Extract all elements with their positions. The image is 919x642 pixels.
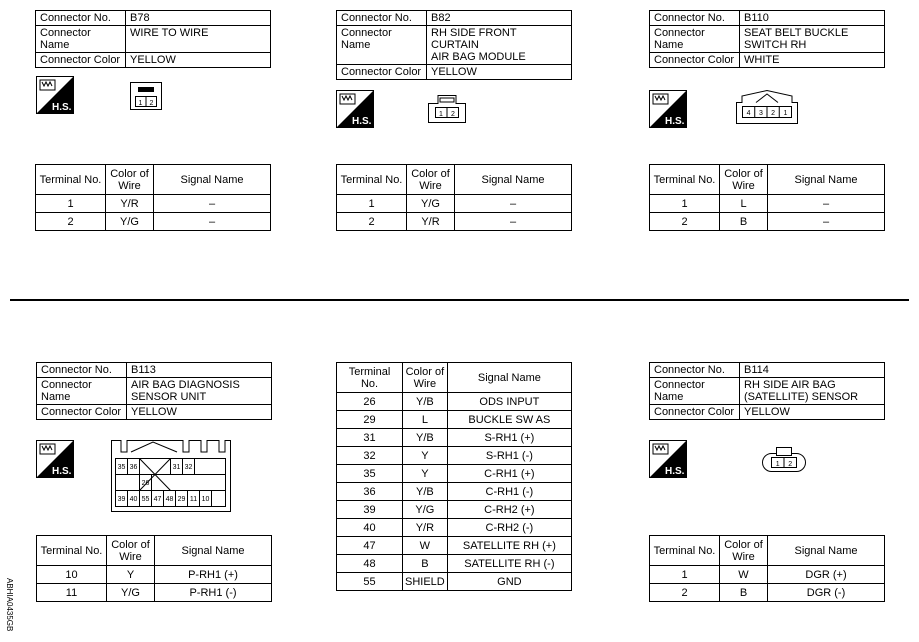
table-row — [650, 213, 885, 231]
pin-label: 26 — [141, 480, 150, 487]
signal-name: – — [768, 195, 885, 213]
connector-no-value: B114 — [740, 363, 885, 378]
table-header-row — [650, 165, 885, 195]
connector-no-value: B78 — [126, 11, 271, 26]
terminal-no: 1 — [650, 195, 720, 213]
header-terminal-no: Terminal No. — [337, 363, 403, 393]
terminal-no: 2 — [36, 213, 106, 231]
terminal-table-b114 — [649, 535, 885, 602]
terminal-table-b110 — [649, 164, 885, 231]
pin-label: 36 — [129, 464, 138, 471]
header-signal-name: Signal Name — [768, 536, 885, 566]
signal-name: BUCKLE SW AS — [447, 411, 571, 429]
pin-label: 1 — [138, 100, 143, 107]
table-row — [650, 566, 885, 584]
pin-label: 31 — [172, 464, 181, 471]
label-connector-no: Connector No. — [36, 11, 126, 26]
signal-name: – — [154, 195, 271, 213]
label-connector-color: Connector Color — [650, 405, 740, 420]
signal-name: – — [768, 213, 885, 231]
connector-info-b113 — [36, 362, 272, 420]
hs-harness-side-icon — [649, 440, 687, 478]
hs-label: H.S. — [665, 116, 685, 127]
connector-no-value: B82 — [427, 11, 572, 26]
signal-name: DGR (+) — [768, 566, 885, 584]
header-signal-name: Signal Name — [155, 536, 272, 566]
connector-name-value: WIRE TO WIRE — [126, 26, 271, 53]
hs-harness-side-icon — [336, 90, 374, 128]
header-color-of-wire: Color of Wire — [720, 165, 768, 195]
pin-label: 29 — [177, 496, 186, 503]
table-row — [337, 447, 572, 465]
connector-info-b82 — [336, 10, 572, 80]
connector-info-b110 — [649, 10, 885, 68]
terminal-no: 36 — [337, 483, 403, 501]
table-row — [337, 519, 572, 537]
connector-face-b110 — [736, 90, 798, 124]
header-signal-name: Signal Name — [154, 165, 271, 195]
table-row — [650, 195, 885, 213]
pin-label: 4 — [746, 110, 751, 117]
header-signal-name: Signal Name — [455, 165, 572, 195]
header-terminal-no: Terminal No. — [37, 536, 107, 566]
wire-color: B — [403, 555, 448, 573]
wire-color: Y/G — [106, 213, 154, 231]
terminal-no: 2 — [650, 213, 720, 231]
pin-label: 10 — [201, 496, 210, 503]
terminal-no: 55 — [337, 573, 403, 591]
hs-label: H.S. — [352, 116, 372, 127]
table-row — [37, 584, 272, 602]
pin-label: 2 — [149, 100, 154, 107]
signal-name: S-RH1 (-) — [447, 447, 571, 465]
signal-name: P-RH1 (-) — [155, 584, 272, 602]
signal-name: C-RH1 (-) — [447, 483, 571, 501]
pin-label: 35 — [117, 464, 126, 471]
header-color-of-wire: Color of Wire — [403, 363, 448, 393]
label-connector-color: Connector Color — [37, 405, 127, 420]
terminal-no: 1 — [650, 566, 720, 584]
signal-name: S-RH1 (+) — [447, 429, 571, 447]
pin-label: 2 — [771, 110, 776, 117]
pin-label: 55 — [141, 496, 150, 503]
header-terminal-no: Terminal No. — [650, 165, 720, 195]
wire-color: L — [403, 411, 448, 429]
label-connector-name: Connector Name — [650, 26, 740, 53]
table-row — [337, 555, 572, 573]
terminal-no: 39 — [337, 501, 403, 519]
table-row — [337, 195, 572, 213]
table-header-row — [36, 165, 271, 195]
hs-label: H.S. — [52, 102, 72, 113]
label-connector-color: Connector Color — [650, 53, 740, 68]
table-header-row — [337, 165, 572, 195]
table-row — [337, 429, 572, 447]
signal-name: C-RH1 (+) — [447, 465, 571, 483]
wire-color: Y/B — [403, 393, 448, 411]
connector-face-b82 — [428, 95, 466, 123]
signal-name: C-RH2 (-) — [447, 519, 571, 537]
wire-color: W — [403, 537, 448, 555]
terminal-table-b82 — [336, 164, 572, 231]
terminal-no: 11 — [37, 584, 107, 602]
wire-color: Y/B — [403, 429, 448, 447]
table-row — [37, 566, 272, 584]
connector-name-value: RH SIDE FRONT CURTAIN AIR BAG MODULE — [427, 26, 572, 65]
label-connector-no: Connector No. — [337, 11, 427, 26]
terminal-no: 35 — [337, 465, 403, 483]
wire-color: Y/R — [106, 195, 154, 213]
signal-name: GND — [447, 573, 571, 591]
header-terminal-no: Terminal No. — [337, 165, 407, 195]
signal-name: SATELLITE RH (+) — [447, 537, 571, 555]
connector-name-value: RH SIDE AIR BAG (SATELLITE) SENSOR — [740, 378, 885, 405]
connector-info-b78 — [35, 10, 271, 68]
wire-color: Y/G — [403, 501, 448, 519]
terminal-table-b113-a — [36, 535, 272, 602]
header-color-of-wire: Color of Wire — [407, 165, 455, 195]
terminal-no: 10 — [37, 566, 107, 584]
signal-name: DGR (-) — [768, 584, 885, 602]
terminal-no: 29 — [337, 411, 403, 429]
pin-label: 1 — [439, 111, 443, 118]
signal-name: ODS INPUT — [447, 393, 571, 411]
connector-color-value: YELLOW — [127, 405, 272, 420]
terminal-no: 2 — [650, 584, 720, 602]
pin-label: 47 — [153, 496, 162, 503]
connector-name-value: SEAT BELT BUCKLE SWITCH RH — [740, 26, 885, 53]
connector-name-value: AIR BAG DIAGNOSIS SENSOR UNIT — [127, 378, 272, 405]
wire-color: Y/G — [407, 195, 455, 213]
hs-harness-side-icon — [36, 440, 74, 478]
connector-color-value: YELLOW — [126, 53, 271, 68]
terminal-no: 48 — [337, 555, 403, 573]
section-divider — [10, 299, 909, 301]
terminal-no: 2 — [337, 213, 407, 231]
terminal-table-b78 — [35, 164, 271, 231]
label-connector-color: Connector Color — [36, 53, 126, 68]
pin-label: 40 — [129, 496, 138, 503]
signal-name: – — [455, 195, 572, 213]
wire-color: Y/G — [107, 584, 155, 602]
header-terminal-no: Terminal No. — [650, 536, 720, 566]
label-connector-no: Connector No. — [650, 11, 740, 26]
header-color-of-wire: Color of Wire — [107, 536, 155, 566]
terminal-no: 1 — [337, 195, 407, 213]
connector-color-value: YELLOW — [427, 65, 572, 80]
signal-name: – — [154, 213, 271, 231]
connector-no-value: B113 — [127, 363, 272, 378]
connector-color-value: YELLOW — [740, 405, 885, 420]
wire-color: Y/B — [403, 483, 448, 501]
header-terminal-no: Terminal No. — [36, 165, 106, 195]
table-header-row — [37, 536, 272, 566]
header-signal-name: Signal Name — [447, 363, 571, 393]
connector-face-b78 — [130, 82, 162, 110]
signal-name: P-RH1 (+) — [155, 566, 272, 584]
connector-info-b114 — [649, 362, 885, 420]
pin-label: 1 — [783, 110, 788, 117]
table-row — [337, 537, 572, 555]
connector-face-b114 — [762, 447, 806, 475]
wire-color: Y — [403, 465, 448, 483]
label-connector-no: Connector No. — [650, 363, 740, 378]
table-row — [337, 573, 572, 591]
signal-name: SATELLITE RH (-) — [447, 555, 571, 573]
table-row — [337, 393, 572, 411]
label-connector-color: Connector Color — [337, 65, 427, 80]
terminal-no: 40 — [337, 519, 403, 537]
pin-label: 32 — [184, 464, 193, 471]
terminal-no: 47 — [337, 537, 403, 555]
wire-color: Y/R — [407, 213, 455, 231]
connector-face-b113 — [111, 440, 231, 512]
terminal-no: 26 — [337, 393, 403, 411]
terminal-table-b113-b — [336, 362, 572, 591]
header-signal-name: Signal Name — [768, 165, 885, 195]
header-color-of-wire: Color of Wire — [720, 536, 768, 566]
signal-name: C-RH2 (+) — [447, 501, 571, 519]
figure-code: ABHIA0435GB — [5, 578, 14, 632]
hs-harness-side-icon — [649, 90, 687, 128]
terminal-no: 32 — [337, 447, 403, 465]
wire-color: Y/R — [403, 519, 448, 537]
header-color-of-wire: Color of Wire — [106, 165, 154, 195]
connector-color-value: WHITE — [740, 53, 885, 68]
table-row — [337, 411, 572, 429]
hs-harness-side-icon — [36, 76, 74, 114]
table-row — [337, 483, 572, 501]
table-row — [337, 501, 572, 519]
table-header-row — [650, 536, 885, 566]
label-connector-name: Connector Name — [650, 378, 740, 405]
table-row — [36, 195, 271, 213]
terminal-no: 31 — [337, 429, 403, 447]
label-connector-name: Connector Name — [36, 26, 126, 53]
label-connector-no: Connector No. — [37, 363, 127, 378]
pin-label: 48 — [165, 496, 174, 503]
pin-label: 39 — [117, 496, 126, 503]
wire-color: B — [720, 584, 768, 602]
pin-label: 3 — [758, 110, 763, 117]
wire-color: L — [720, 195, 768, 213]
table-header-row — [337, 363, 572, 393]
table-row — [337, 465, 572, 483]
wire-color: Y — [107, 566, 155, 584]
label-connector-name: Connector Name — [337, 26, 427, 65]
pin-label: 1 — [775, 461, 780, 468]
table-row — [337, 213, 572, 231]
signal-name: – — [455, 213, 572, 231]
label-connector-name: Connector Name — [37, 378, 127, 405]
pin-label: 11 — [189, 496, 198, 503]
wire-color: SHIELD — [403, 573, 448, 591]
connector-no-value: B110 — [740, 11, 885, 26]
wire-color: W — [720, 566, 768, 584]
wire-color: B — [720, 213, 768, 231]
pin-label: 2 — [451, 111, 455, 118]
terminal-no: 1 — [36, 195, 106, 213]
table-row — [650, 584, 885, 602]
pin-label: 2 — [788, 461, 793, 468]
table-row — [36, 213, 271, 231]
hs-label: H.S. — [52, 466, 72, 477]
hs-label: H.S. — [665, 466, 685, 477]
wire-color: Y — [403, 447, 448, 465]
